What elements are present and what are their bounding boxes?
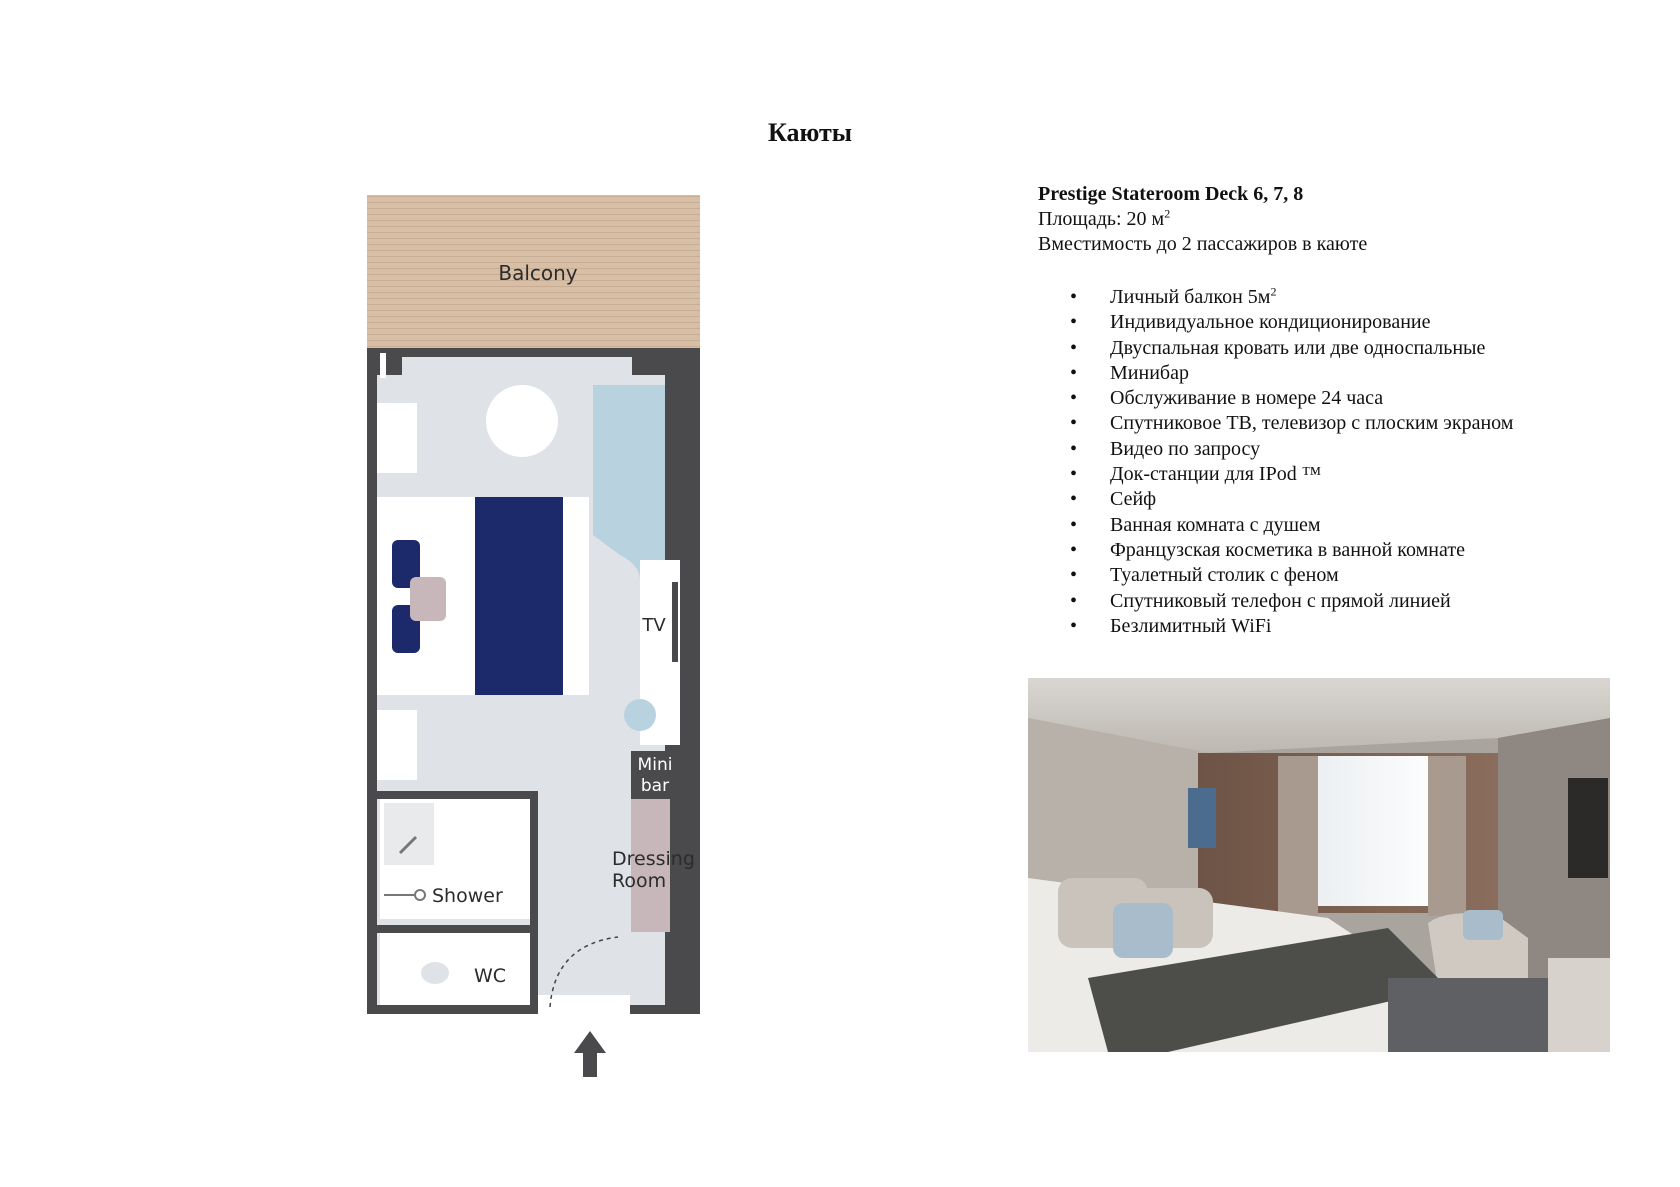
dressing-label: Room	[612, 870, 667, 892]
feature-item: • Индивидуальное кондиционирование	[1038, 310, 1638, 335]
armchair	[377, 403, 417, 473]
feature-item: • Спутниковое ТВ, телевизор с плоским экраном	[1038, 411, 1638, 436]
cabin-floor-plan	[350, 185, 710, 1105]
feature-item: • Обслуживание в номере 24 часа	[1038, 386, 1638, 411]
shower-label: Shower	[432, 885, 503, 907]
feature-item: • Спутниковый телефон с прямой линией	[1038, 589, 1638, 614]
cabin-photo	[1028, 678, 1610, 1052]
bed-blanket	[475, 497, 563, 695]
cabin-area: Площадь: 20 $м^2$	[1038, 206, 1171, 230]
cabin-capacity: Вместимость до 2 пассажиров в каюте	[1038, 233, 1368, 255]
feature-item: • Двуспальная кровать или две односпальные	[1038, 336, 1638, 361]
feature-item: • Минибар	[1038, 361, 1638, 386]
minibar-label: Mini	[637, 755, 673, 775]
balcony-label: Balcony	[498, 261, 578, 285]
feature-item: • Безлимитный WiFi	[1038, 614, 1638, 639]
feature-item: • Сейф	[1038, 487, 1638, 512]
round-table	[486, 385, 558, 457]
nightstand	[410, 577, 446, 621]
cabin-info	[1038, 182, 1638, 639]
page-title: Каюты	[767, 118, 853, 147]
dressing-label: Dressing	[612, 848, 695, 870]
feature-item: • Ванная комната с душем	[1038, 513, 1638, 538]
features-list	[1038, 285, 1638, 639]
feature-item: • Личный балкон $5м^2$	[1038, 285, 1638, 310]
feature-item: • Док-станции для IPod ™	[1038, 462, 1638, 487]
wc-area	[380, 933, 530, 1005]
feature-item: • Видео по запросу	[1038, 437, 1638, 462]
minibar-label: bar	[640, 776, 670, 796]
wc-label: WC	[474, 965, 507, 987]
entry-arrow-icon	[574, 1031, 606, 1077]
cabin-name: Prestige Stateroom Deck 6, 7, 8	[1038, 183, 1304, 205]
tv-label: TV	[642, 615, 666, 636]
feature-item: • Туалетный столик с феном	[1038, 563, 1638, 588]
feature-item: • Французская косметика в ванной комнате	[1038, 538, 1638, 563]
